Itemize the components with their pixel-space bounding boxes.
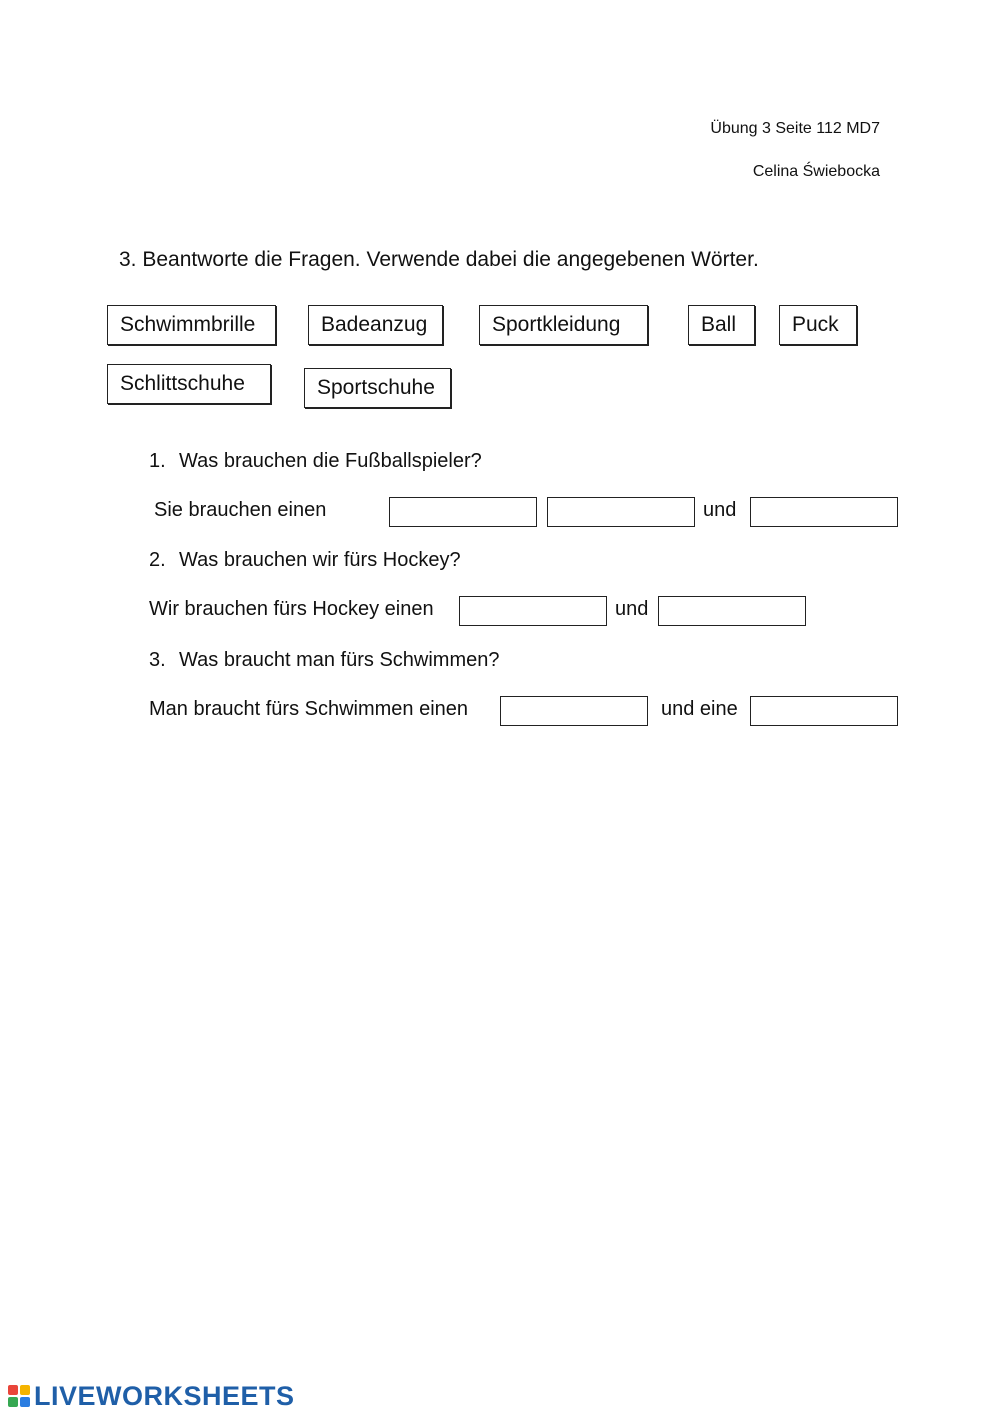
logo-tile <box>8 1385 18 1395</box>
answer-3-lead: Man braucht fürs Schwimmen einen <box>149 698 469 720</box>
question-number: 1. <box>149 450 166 472</box>
answer-3-blank-2[interactable] <box>750 696 898 726</box>
word-bank-item[interactable]: Schlittschuhe <box>107 364 271 404</box>
word-bank-item[interactable]: Ball <box>688 305 755 345</box>
logo-tile <box>20 1385 30 1395</box>
logo-tiles-icon <box>8 1385 30 1407</box>
answer-1-lead: Sie brauchen einen <box>154 499 327 521</box>
answer-1-blank-1[interactable] <box>389 497 537 527</box>
answer-1-blank-2[interactable] <box>547 497 695 527</box>
liveworksheets-logo <box>8 1382 295 1410</box>
answer-2-blank-2[interactable] <box>658 596 806 626</box>
answer-1-connector: und <box>703 499 737 521</box>
answer-3-connector: und eine <box>661 698 738 720</box>
word-bank-item[interactable]: Sportkleidung <box>479 305 648 345</box>
question-text: Was brauchen die Fußballspieler? <box>179 450 482 472</box>
exercise-reference: Übung 3 Seite 112 MD7 <box>710 120 880 137</box>
word-bank-item[interactable]: Schwimmbrille <box>107 305 276 345</box>
question-text: Was braucht man fürs Schwimmen? <box>179 649 500 671</box>
word-bank-item[interactable]: Badeanzug <box>308 305 443 345</box>
question-1 <box>149 450 482 473</box>
answer-2-blank-1[interactable] <box>459 596 607 626</box>
author-name: Celina Świebocka <box>752 163 880 180</box>
instruction-text: 3. Beantworte die Fragen. Verwende dabei die angegebenen Wörter. <box>119 248 759 271</box>
logo-tile <box>8 1397 18 1407</box>
answer-1-blank-3[interactable] <box>750 497 898 527</box>
question-number: 3. <box>149 649 166 671</box>
question-2 <box>149 549 461 572</box>
answer-2-connector: und <box>615 598 649 620</box>
question-number: 2. <box>149 549 166 571</box>
question-text: Was brauchen wir fürs Hockey? <box>179 549 461 571</box>
word-bank-item[interactable]: Sportschuhe <box>304 368 451 408</box>
logo-tile <box>20 1397 30 1407</box>
question-3 <box>149 649 499 672</box>
answer-3-blank-1[interactable] <box>500 696 648 726</box>
word-bank-item[interactable]: Puck <box>779 305 857 345</box>
answer-2-lead: Wir brauchen fürs Hockey einen <box>149 598 434 620</box>
logo-text: LIVEWORKSHEETS <box>34 1380 295 1411</box>
